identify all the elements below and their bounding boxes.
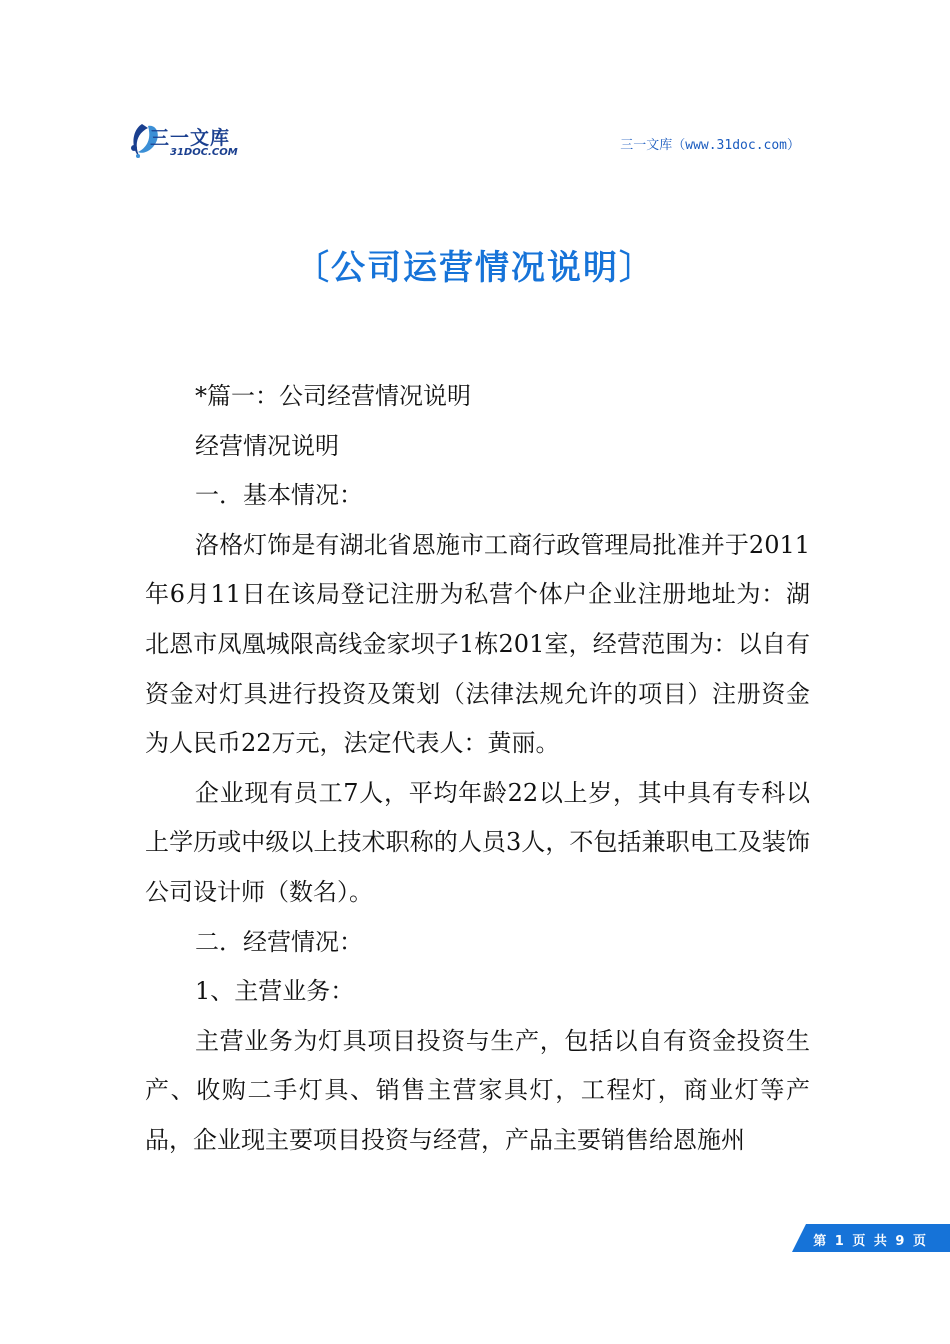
paragraph: 经营情况说明 xyxy=(195,431,339,460)
paragraph: 二．经营情况： xyxy=(195,927,363,956)
header-site-link[interactable]: 三一文库（www.31doc.com） xyxy=(620,138,800,153)
paragraph: 1、主营业务： xyxy=(195,977,355,1006)
paragraph: *篇一：公司经营情况说明 xyxy=(195,382,471,410)
page-indicator: 第 1 页 共 9 页 xyxy=(813,1234,928,1249)
paragraph: 主营业务为灯具项目投资与生产，包括以自有资金投资生产、收购二手灯具、销售主营家具灯，工程灯，商业灯等产品，企业现主要项目投资与经营，产品主要销售给恩施州 xyxy=(145,1026,810,1154)
paragraph: 洛格灯饰是有湖北省恩施市工商行政管理局批准并于2011年6月11日在该局登记注册为私营个体户企业注册地址为：湖北恩市凤凰城限高线金家坝子1栋201室，经营范围为：以自有资金对灯具进行投资及策划（法律法规允许的项目）注册资金为人民币22万元，法定代表人：黄丽。 xyxy=(145,530,810,758)
document-title: 〔公司运营情况说明〕 xyxy=(295,248,655,288)
logo-text: 三一文库 xyxy=(150,127,231,149)
paragraph: 企业现有员工7人，平均年龄22以上岁，其中具有专科以上学历或中级以上技术职称的人员3人，不包括兼职电工及装饰公司设计师（数名）。 xyxy=(145,778,810,906)
logo-subtext: 31DOC.COM xyxy=(170,147,238,158)
paragraph: 一．基本情况： xyxy=(195,481,363,510)
document-body xyxy=(145,372,810,1166)
